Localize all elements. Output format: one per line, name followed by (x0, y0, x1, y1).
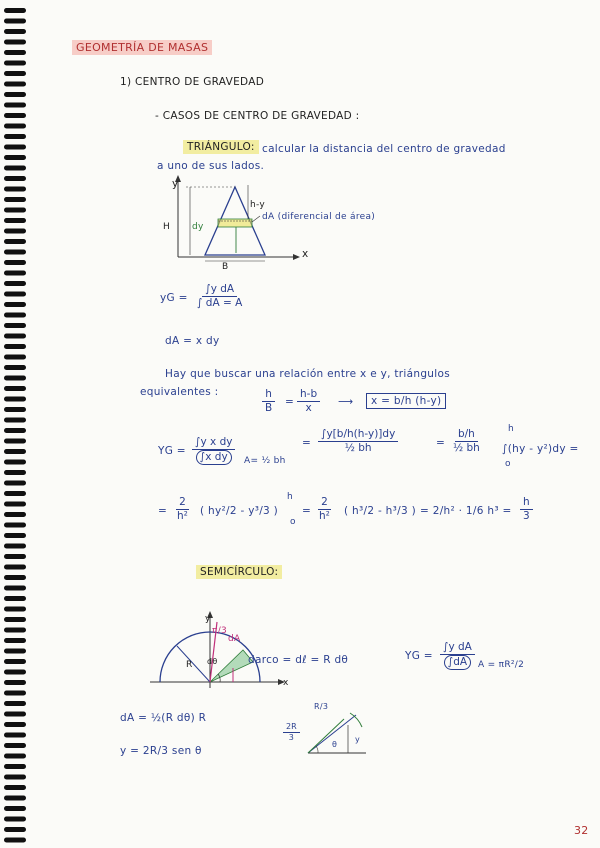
semicircle-area-note: A = πR²/2 (478, 660, 525, 670)
yg-line2-paren1: ( hy²/2 - y³/3 ) (200, 505, 279, 517)
yg-line1-num1: ∫y x dy (192, 436, 235, 450)
spiral-ring (4, 229, 26, 234)
triangle-yg-lhs: yG = (160, 292, 188, 304)
ratio-left-num: h (262, 388, 275, 402)
spiral-ring (4, 145, 26, 150)
semicircle-y: y = 2R/3 sen θ (120, 745, 202, 757)
yg-line2-lim-up: h (287, 492, 294, 502)
semicircle-yg-den: ∫dA (444, 655, 471, 670)
spiral-ring (4, 176, 26, 181)
spiral-ring (4, 838, 26, 843)
spiral-ring (4, 334, 26, 339)
spiral-ring (4, 722, 26, 727)
yg-line2-c1-num: 2 (176, 496, 189, 510)
triangle-intro-1: calcular la distancia del centro de gravedad (262, 143, 506, 155)
spiral-ring (4, 29, 26, 34)
spiral-ring (4, 71, 26, 76)
yg-line2-result (520, 496, 533, 523)
spiral-ring (4, 659, 26, 664)
spiral-ring (4, 491, 26, 496)
spiral-ring (4, 218, 26, 223)
spiral-ring (4, 313, 26, 318)
semicircle-dA-label: dA (228, 634, 241, 644)
spiral-ring (4, 544, 26, 549)
ratio-right-num: h-b (297, 388, 320, 402)
yg-line1-frac3 (450, 428, 483, 455)
spiral-ring (4, 680, 26, 685)
page-number: 32 (574, 824, 589, 837)
triangle-heading: TRIÁNGULO: (183, 140, 259, 154)
small-diagram-side-num: 2R (283, 722, 300, 733)
section-subtitle: - CASOS DE CENTRO DE GRAVEDAD : (155, 110, 360, 122)
spiral-ring (4, 271, 26, 276)
semicircle-dA: dA = ½(R dθ) R (120, 712, 207, 724)
spiral-ring (4, 418, 26, 423)
triangle-hy-label: h-y (250, 200, 266, 210)
spiral-ring (4, 8, 26, 13)
ratio-right-den: x (305, 402, 312, 414)
yg-line1-lim-lo: o (505, 459, 511, 469)
spiral-ring (4, 617, 26, 622)
spiral-ring (4, 628, 26, 633)
yg-line1-frac2 (318, 428, 398, 455)
small-diagram-side-den: 3 (288, 733, 294, 742)
spiral-ring (4, 281, 26, 286)
spiral-ring (4, 113, 26, 118)
yg-line2-c1 (174, 496, 191, 523)
spiral-ring (4, 596, 26, 601)
spiral-ring (4, 502, 26, 507)
triangle-text-2: equivalentes : (140, 386, 219, 398)
yg-line1-lhs: YG = (158, 445, 186, 457)
semicircle-dtheta-label: dθ (207, 657, 218, 666)
yg-line2-c3: = 2/h² · 1/6 h³ = (420, 505, 512, 517)
yg-line1-num2: ∫y[b/h(h-y)]dy (318, 428, 398, 442)
semicircle-darco: darco = dℓ = R dθ (248, 654, 349, 666)
triangle-dA: dA = x dy (165, 335, 220, 347)
spiral-ring (4, 344, 26, 349)
spiral-ring (4, 554, 26, 559)
spiral-ring (4, 806, 26, 811)
ratio-result: x = b/h (h-y) (366, 393, 446, 409)
triangle-axis-x: x (302, 248, 309, 260)
yg-line2-c2 (316, 496, 333, 523)
semicircle-small-diagram (300, 705, 380, 760)
ratio-left-den: B (265, 402, 273, 414)
spiral-ring (4, 775, 26, 780)
spiral-ring (4, 323, 26, 328)
page-title: GEOMETRÍA DE MASAS (72, 40, 212, 55)
spiral-ring (4, 712, 26, 717)
spiral-ring (4, 701, 26, 706)
spiral-ring (4, 155, 26, 160)
yg-line1-eq2: = (436, 437, 446, 449)
spiral-ring (4, 40, 26, 45)
ratio-left (262, 388, 275, 415)
spiral-ring (4, 134, 26, 139)
spiral-ring (4, 103, 26, 108)
triangle-dA-note: dA (diferencial de área) (262, 212, 376, 222)
spiral-ring (4, 533, 26, 538)
triangle-text-1: Hay que buscar una relación entre x e y, triángulos (165, 368, 450, 380)
semicircle-yg-num: ∫y dA (440, 641, 475, 655)
yg-line1-lim-up: h (508, 424, 515, 434)
spiral-ring (4, 523, 26, 528)
ratio-right (297, 388, 320, 415)
small-diagram-theta: θ (332, 740, 338, 749)
spiral-ring (4, 691, 26, 696)
spiral-ring (4, 754, 26, 759)
spiral-ring (4, 565, 26, 570)
ratio-equals: = (285, 396, 295, 408)
spiral-ring (4, 239, 26, 244)
spiral-binding (0, 0, 34, 848)
spiral-ring (4, 785, 26, 790)
yg-line2-c2-num: 2 (318, 496, 331, 510)
spiral-ring (4, 649, 26, 654)
yg-line2-paren2: ( h³/2 - h³/3 ) (344, 505, 416, 517)
yg-line1-den1: ∫x dy (196, 450, 232, 465)
triangle-intro-2: a uno de sus lados. (157, 160, 265, 172)
spiral-ring (4, 796, 26, 801)
spiral-ring (4, 764, 26, 769)
spiral-ring (4, 166, 26, 171)
spiral-ring (4, 428, 26, 433)
semicircle-axis-y: y (205, 614, 211, 624)
yg-line2-res-num: h (520, 496, 533, 510)
triangle-base-label: B (222, 262, 229, 272)
spiral-ring (4, 407, 26, 412)
semicircle-yg-fraction (440, 641, 475, 670)
spiral-ring (4, 386, 26, 391)
yg-line2-eq: = (158, 505, 168, 517)
yg-line2-c2-den: h² (319, 510, 330, 522)
spiral-ring (4, 397, 26, 402)
spiral-ring (4, 376, 26, 381)
spiral-ring (4, 586, 26, 591)
ratio-arrow: ⟶ (338, 396, 354, 408)
spiral-ring (4, 512, 26, 517)
semicircle-pi-label: π/3 (212, 626, 228, 636)
spiral-ring (4, 124, 26, 129)
spiral-ring (4, 82, 26, 87)
yg-line2-eq2: = (302, 505, 312, 517)
semicircle-yg-lhs: YG = (405, 650, 433, 662)
semicircle-axis-x: x (283, 678, 289, 688)
spiral-ring (4, 187, 26, 192)
section-title: 1) CENTRO DE GRAVEDAD (120, 76, 265, 88)
yg-line1-eq: = (302, 437, 312, 449)
spiral-ring (4, 827, 26, 832)
small-diagram-y: y (355, 735, 361, 744)
yg-line2-res-den: 3 (523, 510, 530, 522)
spiral-ring (4, 50, 26, 55)
spiral-ring (4, 733, 26, 738)
spiral-ring (4, 19, 26, 24)
yg-line1-area-note: A= ½ bh (244, 456, 286, 466)
spiral-ring (4, 470, 26, 475)
triangle-height-label: H (163, 222, 171, 232)
spiral-ring (4, 302, 26, 307)
spiral-ring (4, 670, 26, 675)
spiral-ring (4, 607, 26, 612)
semicircle-diagram (145, 610, 305, 695)
triangle-yg-num: ∫y dA (202, 283, 237, 297)
spiral-ring (4, 817, 26, 822)
small-diagram-top: R/3 (314, 702, 329, 711)
spiral-ring (4, 292, 26, 297)
yg-line1-frac1 (192, 436, 235, 465)
yg-line2-c1-den: h² (177, 510, 188, 522)
spiral-ring (4, 260, 26, 265)
triangle-yg-den: ∫ dA = A (197, 297, 243, 309)
triangle-yg-fraction (194, 283, 245, 310)
spiral-ring (4, 460, 26, 465)
spiral-ring (4, 365, 26, 370)
spiral-ring (4, 197, 26, 202)
spiral-ring (4, 449, 26, 454)
spiral-ring (4, 481, 26, 486)
small-diagram-side (283, 722, 300, 743)
spiral-ring (4, 575, 26, 580)
spiral-ring (4, 92, 26, 97)
spiral-ring (4, 250, 26, 255)
yg-line1-integral: ∫(hy - y²)dy = (502, 443, 579, 455)
triangle-dy-label: dy (192, 222, 204, 232)
semicircle-heading: SEMICÍRCULO: (196, 565, 282, 579)
spiral-ring (4, 208, 26, 213)
spiral-ring (4, 355, 26, 360)
yg-line1-den3: ½ bh (453, 442, 480, 454)
spiral-ring (4, 638, 26, 643)
spiral-ring (4, 439, 26, 444)
semicircle-radius-label: R (186, 660, 193, 670)
spiral-ring (4, 61, 26, 66)
triangle-axis-y: y (172, 178, 179, 190)
spiral-ring (4, 743, 26, 748)
yg-line1-den2: ½ bh (344, 442, 372, 454)
yg-line2-lim-lo: o (290, 517, 296, 527)
yg-line1-num3: b/h (455, 428, 478, 442)
